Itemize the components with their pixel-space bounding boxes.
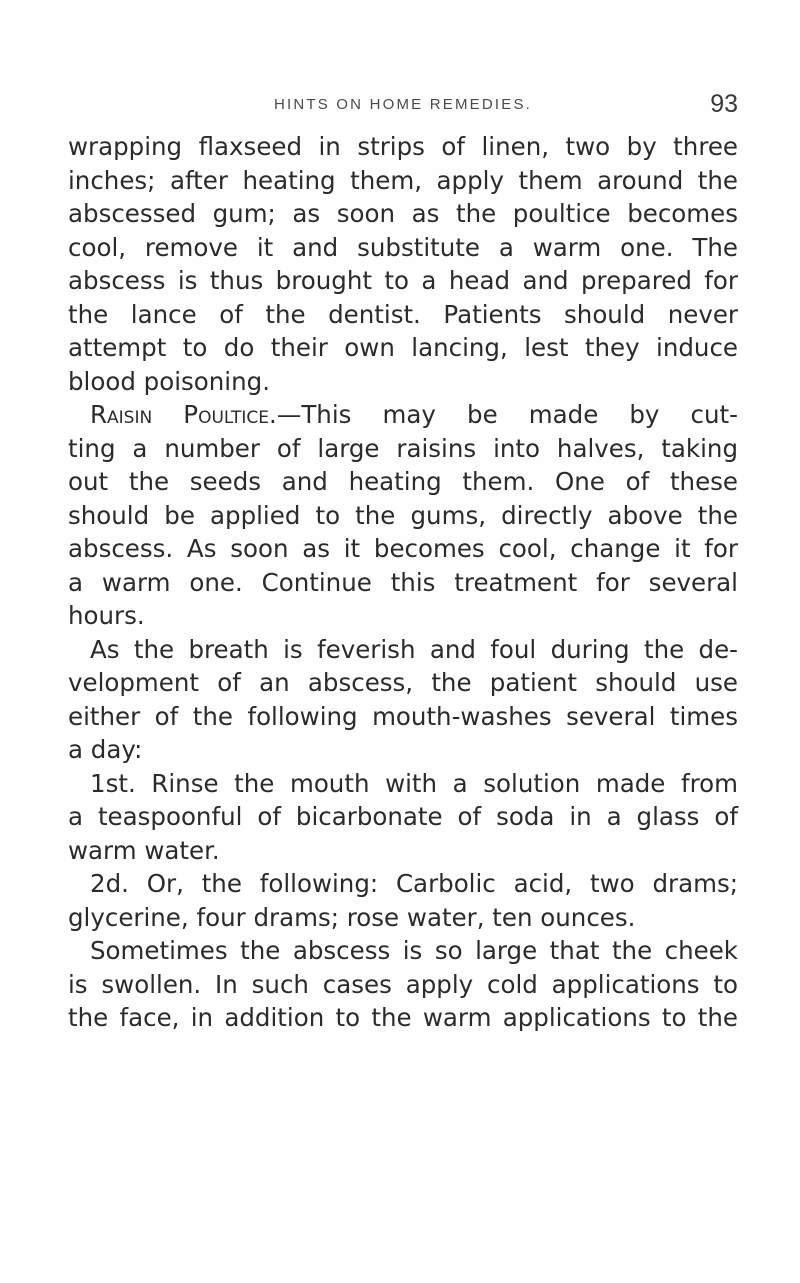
text-line: a warm one. Continue this treatment for several xyxy=(68,567,738,597)
text-line: blood poisoning. xyxy=(68,366,270,396)
text-line: ting a number of large raisins into halves, taking xyxy=(68,433,738,463)
text-line xyxy=(68,398,738,432)
page-number: 93 xyxy=(710,90,738,118)
text-line: abscess is thus brought to a head and prepared for xyxy=(68,266,738,295)
text-line: attempt to do their own lancing, lest they induce xyxy=(68,333,738,362)
text-line: 2d. Or, the following: Carbolic acid, two drams; xyxy=(90,869,738,898)
text-line: wrapping flaxseed in strips of linen, two by three xyxy=(68,132,738,161)
text-line: 1st. Rinse the mouth with a solution made from xyxy=(90,768,738,798)
running-title: HINTS ON HOME REMEDIES. xyxy=(273,96,533,113)
text-line: a teaspoonful of bicarbonate of soda in a glass of xyxy=(68,802,738,831)
text-line: warm water. xyxy=(68,835,220,865)
text-line: abscessed gum; as soon as the poultice becomes xyxy=(68,199,738,228)
section-heading-raisin-poultice: Raisin Poultice. xyxy=(90,400,277,429)
text-line: the face, in addition to the warm applications to the xyxy=(68,1003,738,1032)
text-line: glycerine, four drams; rose water, ten ounces. xyxy=(68,902,636,932)
section-lead-text: —This may be made by cut- xyxy=(276,400,738,429)
text-line: is swollen. In such cases apply cold applications to xyxy=(68,969,738,999)
text-line: out the seeds and heating them. One of these xyxy=(68,467,738,496)
text-line: a day: xyxy=(68,735,143,764)
text-line: abscess. As soon as it becomes cool, change it for xyxy=(68,534,738,563)
body-text xyxy=(68,130,738,1035)
text-line: either of the following mouth-washes several times xyxy=(68,701,738,731)
text-line: hours. xyxy=(68,601,145,630)
text-line: cool, remove it and substitute a warm one. The xyxy=(68,232,738,262)
text-line: the lance of the dentist. Patients should never xyxy=(68,299,738,329)
text-line: As the breath is feverish and foul during the de- xyxy=(90,634,738,664)
text-line: velopment of an abscess, the patient should use xyxy=(68,668,738,697)
running-head xyxy=(68,86,738,126)
text-line: should be applied to the gums, directly above the xyxy=(68,500,738,530)
text-line: inches; after heating them, apply them around the xyxy=(68,165,738,195)
text-line: Sometimes the abscess is so large that the cheek xyxy=(90,936,738,965)
